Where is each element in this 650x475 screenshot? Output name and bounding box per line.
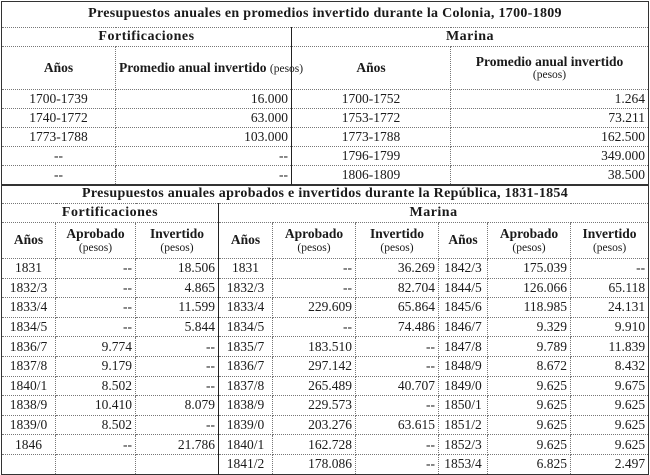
cell-approved: 297.142	[273, 356, 356, 376]
cell-invested: 8.079	[136, 396, 219, 416]
table-row	[2, 166, 649, 185]
marina-years: 1773-1788	[292, 128, 451, 147]
colonia-title: Presupuestos anuales en promedios invertido durante la Colonia, 1700-1809	[2, 2, 649, 28]
cell-years: 1847/8	[439, 337, 488, 357]
cell-invested: 18.506	[136, 259, 219, 279]
cell-approved: --	[273, 259, 356, 279]
cell-years: 1852/3	[439, 435, 488, 455]
table-row	[2, 317, 649, 337]
cell-approved: 8.672	[488, 356, 571, 376]
cell-years: 1833/4	[2, 298, 56, 318]
fortificaciones-years: --	[2, 147, 116, 166]
cell-invested: 36.269	[356, 259, 439, 279]
cell-years: 1842/3	[439, 259, 488, 279]
col-header-years: Años	[2, 47, 116, 90]
cell-invested: 82.704	[356, 278, 439, 298]
marina-value: 349.000	[451, 147, 649, 166]
cell-years: 1849/0	[439, 376, 488, 396]
table-row	[2, 337, 649, 357]
cell-years: 1853/4	[439, 454, 488, 474]
marina-years: 1700-1752	[292, 90, 451, 109]
marina-value: 73.211	[451, 109, 649, 128]
table-row	[2, 259, 649, 279]
marina-years: 1796-1799	[292, 147, 451, 166]
cell-years: 1845/6	[439, 298, 488, 318]
cell-approved: 9.774	[56, 337, 136, 357]
cell-invested: 21.786	[136, 435, 219, 455]
cell-invested: --	[136, 337, 219, 357]
marina-years: 1753-1772	[292, 109, 451, 128]
table-row	[2, 415, 649, 435]
cell-years: 1839/0	[2, 415, 56, 435]
cell-approved	[56, 454, 136, 474]
cell-years: 1840/1	[219, 435, 273, 455]
cell-approved: --	[273, 278, 356, 298]
fortificaciones-years: 1700-1739	[2, 90, 116, 109]
table-row	[2, 128, 649, 147]
marina-years: 1806-1809	[292, 166, 451, 185]
cell-approved: 203.276	[273, 415, 356, 435]
cell-invested: 63.615	[356, 415, 439, 435]
cell-approved: --	[56, 278, 136, 298]
cell-years: 1850/1	[439, 396, 488, 416]
republica-marina-header: Marina	[219, 204, 649, 223]
cell-invested: --	[136, 376, 219, 396]
fortificaciones-value: 63.000	[116, 109, 292, 128]
cell-approved: 9.329	[488, 317, 571, 337]
cell-approved: 229.609	[273, 298, 356, 318]
fortificaciones-years: 1773-1788	[2, 128, 116, 147]
cell-years: 1832/3	[2, 278, 56, 298]
cell-invested: 4.865	[136, 278, 219, 298]
col-header-years: Años	[219, 223, 273, 259]
cell-approved: --	[273, 317, 356, 337]
cell-years: 1835/7	[219, 337, 273, 357]
col-header-years: Años	[439, 223, 488, 259]
table-row	[2, 435, 649, 455]
cell-invested: --	[136, 415, 219, 435]
cell-approved: 8.502	[56, 415, 136, 435]
cell-approved: --	[56, 317, 136, 337]
col-header-years: Años	[292, 47, 451, 90]
cell-years: 1831	[219, 259, 273, 279]
col-header-invested: Invertido (pesos)	[136, 223, 219, 259]
cell-years: 1839/0	[219, 415, 273, 435]
cell-invested: 65.864	[356, 298, 439, 318]
cell-approved: 8.502	[56, 376, 136, 396]
cell-years: 1834/5	[219, 317, 273, 337]
cell-approved: 183.510	[273, 337, 356, 357]
colonia-fortificaciones-header: Fortificaciones	[2, 28, 292, 47]
col-header-approved: Aprobado (pesos)	[273, 223, 356, 259]
cell-years: 1834/5	[2, 317, 56, 337]
cell-approved: 175.039	[488, 259, 571, 279]
cell-invested: 5.844	[136, 317, 219, 337]
cell-invested: 74.486	[356, 317, 439, 337]
cell-invested: 9.675	[571, 376, 649, 396]
cell-approved: --	[56, 298, 136, 318]
fortificaciones-value: --	[116, 166, 292, 185]
republica-table	[1, 185, 649, 475]
colonia-table	[1, 1, 649, 185]
cell-invested	[136, 454, 219, 474]
table-row	[2, 90, 649, 109]
col-header-approved: Aprobado (pesos)	[488, 223, 571, 259]
cell-invested: 24.131	[571, 298, 649, 318]
cell-years: 1851/2	[439, 415, 488, 435]
cell-approved: 9.179	[56, 356, 136, 376]
cell-approved: --	[56, 435, 136, 455]
col-header-approved: Aprobado (pesos)	[56, 223, 136, 259]
cell-invested: --	[136, 356, 219, 376]
cell-approved: 9.625	[488, 376, 571, 396]
cell-years: 1848/9	[439, 356, 488, 376]
cell-approved: 9.625	[488, 415, 571, 435]
cell-approved: 126.066	[488, 278, 571, 298]
cell-years: 1836/7	[219, 356, 273, 376]
table-row	[2, 376, 649, 396]
col-header-average: Promedio anual invertido (pesos)	[451, 47, 649, 90]
cell-years: 1838/9	[219, 396, 273, 416]
cell-invested: --	[356, 356, 439, 376]
cell-years: 1836/7	[2, 337, 56, 357]
cell-invested: --	[356, 396, 439, 416]
republica-title: Presupuestos anuales aprobados e invertidos durante la República, 1831-1854	[2, 186, 649, 204]
cell-approved: 118.985	[488, 298, 571, 318]
fortificaciones-value: 103.000	[116, 128, 292, 147]
cell-invested: 9.625	[571, 396, 649, 416]
cell-invested: --	[356, 454, 439, 474]
col-header-average: Promedio anual invertido (pesos)	[116, 47, 292, 90]
cell-years: 1840/1	[2, 376, 56, 396]
marina-value: 38.500	[451, 166, 649, 185]
cell-approved: 9.789	[488, 337, 571, 357]
cell-approved: 162.728	[273, 435, 356, 455]
cell-invested: --	[356, 435, 439, 455]
cell-years: 1846/7	[439, 317, 488, 337]
cell-approved: 10.410	[56, 396, 136, 416]
fortificaciones-value: 16.000	[116, 90, 292, 109]
fortificaciones-value: --	[116, 147, 292, 166]
col-header-invested: Invertido (pesos)	[571, 223, 649, 259]
fortificaciones-years: 1740-1772	[2, 109, 116, 128]
cell-invested: 11.599	[136, 298, 219, 318]
cell-years: 1831	[2, 259, 56, 279]
cell-years: 1837/8	[2, 356, 56, 376]
cell-invested: 40.707	[356, 376, 439, 396]
cell-invested: 8.432	[571, 356, 649, 376]
table-row	[2, 147, 649, 166]
cell-years: 1844/5	[439, 278, 488, 298]
cell-invested: 65.118	[571, 278, 649, 298]
cell-approved: 9.625	[488, 435, 571, 455]
table-row	[2, 356, 649, 376]
cell-approved: --	[56, 259, 136, 279]
cell-invested: 2.497	[571, 454, 649, 474]
cell-years: 1832/3	[219, 278, 273, 298]
table-row	[2, 454, 649, 474]
cell-approved: 178.086	[273, 454, 356, 474]
table-row	[2, 109, 649, 128]
republica-fortificaciones-header: Fortificaciones	[2, 204, 219, 223]
cell-approved: 265.489	[273, 376, 356, 396]
cell-invested: 9.910	[571, 317, 649, 337]
cell-years: 1846	[2, 435, 56, 455]
cell-approved: 9.625	[488, 396, 571, 416]
cell-approved: 229.573	[273, 396, 356, 416]
fortificaciones-years: --	[2, 166, 116, 185]
marina-value: 1.264	[451, 90, 649, 109]
cell-years	[2, 454, 56, 474]
col-header-years: Años	[2, 223, 56, 259]
col-header-invested: Invertido (pesos)	[356, 223, 439, 259]
cell-invested: 9.625	[571, 435, 649, 455]
cell-years: 1838/9	[2, 396, 56, 416]
marina-value: 162.500	[451, 128, 649, 147]
cell-approved: 6.825	[488, 454, 571, 474]
cell-invested: --	[571, 259, 649, 279]
cell-invested: 11.839	[571, 337, 649, 357]
cell-years: 1841/2	[219, 454, 273, 474]
table-row	[2, 298, 649, 318]
colonia-marina-header: Marina	[292, 28, 649, 47]
cell-years: 1837/8	[219, 376, 273, 396]
table-row	[2, 278, 649, 298]
table-row	[2, 396, 649, 416]
cell-years: 1833/4	[219, 298, 273, 318]
cell-invested: 9.625	[571, 415, 649, 435]
cell-invested: --	[356, 337, 439, 357]
